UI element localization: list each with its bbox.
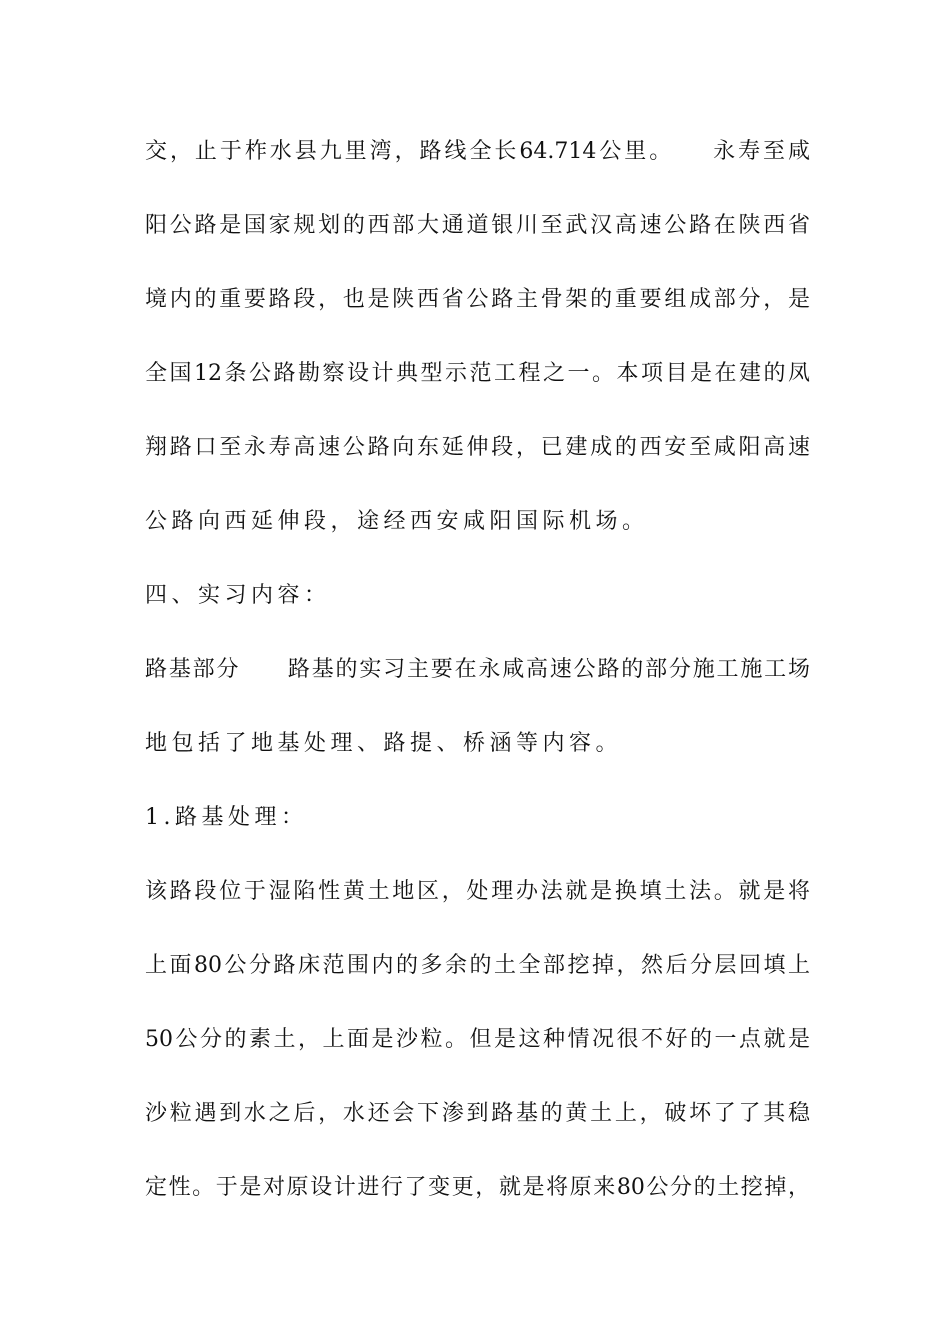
paragraph-line: 境内的重要路段，也是陕西省公路主骨架的重要组成部分，是 [145,287,810,312]
paragraph-line: 50公分的素土，上面是沙粒。但是这种情况很不好的一点就是 [145,1027,810,1052]
paragraph-line: 地包括了地基处理、路提、桥涵等内容。 [145,731,623,756]
paragraph-line: 沙粒遇到水之后，水还会下渗到路基的黄土上，破坏了了其稳 [145,1101,810,1126]
paragraph-line: 全国12条公路勘察设计典型示范工程之一。本项目是在建的凤 [145,361,810,386]
document-body [145,128,810,1238]
paragraph-line: 路基部分 路基的实习主要在永咸高速公路的部分施工施工场 [145,657,810,682]
paragraph-line: 公路向西延伸段，途经西安咸阳国际机场。 [145,509,649,534]
paragraph-line: 阳公路是国家规划的西部大通道银川至武汉高速公路在陕西省 [145,213,810,238]
paragraph-line: 该路段位于湿陷性黄土地区，处理办法就是换填土法。就是将 [145,879,810,904]
paragraph-line: 定性。于是对原设计进行了变更，就是将原来80公分的土挖掉， [145,1175,810,1200]
paragraph-line: 上面80公分路床范围内的多余的土全部挖掉，然后分层回填上 [145,953,810,978]
subsection-heading: 1.路基处理： [145,805,308,830]
section-heading: 四、实习内容： [145,583,331,608]
paragraph-line: 翔路口至永寿高速公路向东延伸段，已建成的西安至咸阳高速 [145,435,810,460]
paragraph-line: 交，止于柞水县九里湾，路线全长64.714公里。 永寿至咸 [145,139,810,164]
